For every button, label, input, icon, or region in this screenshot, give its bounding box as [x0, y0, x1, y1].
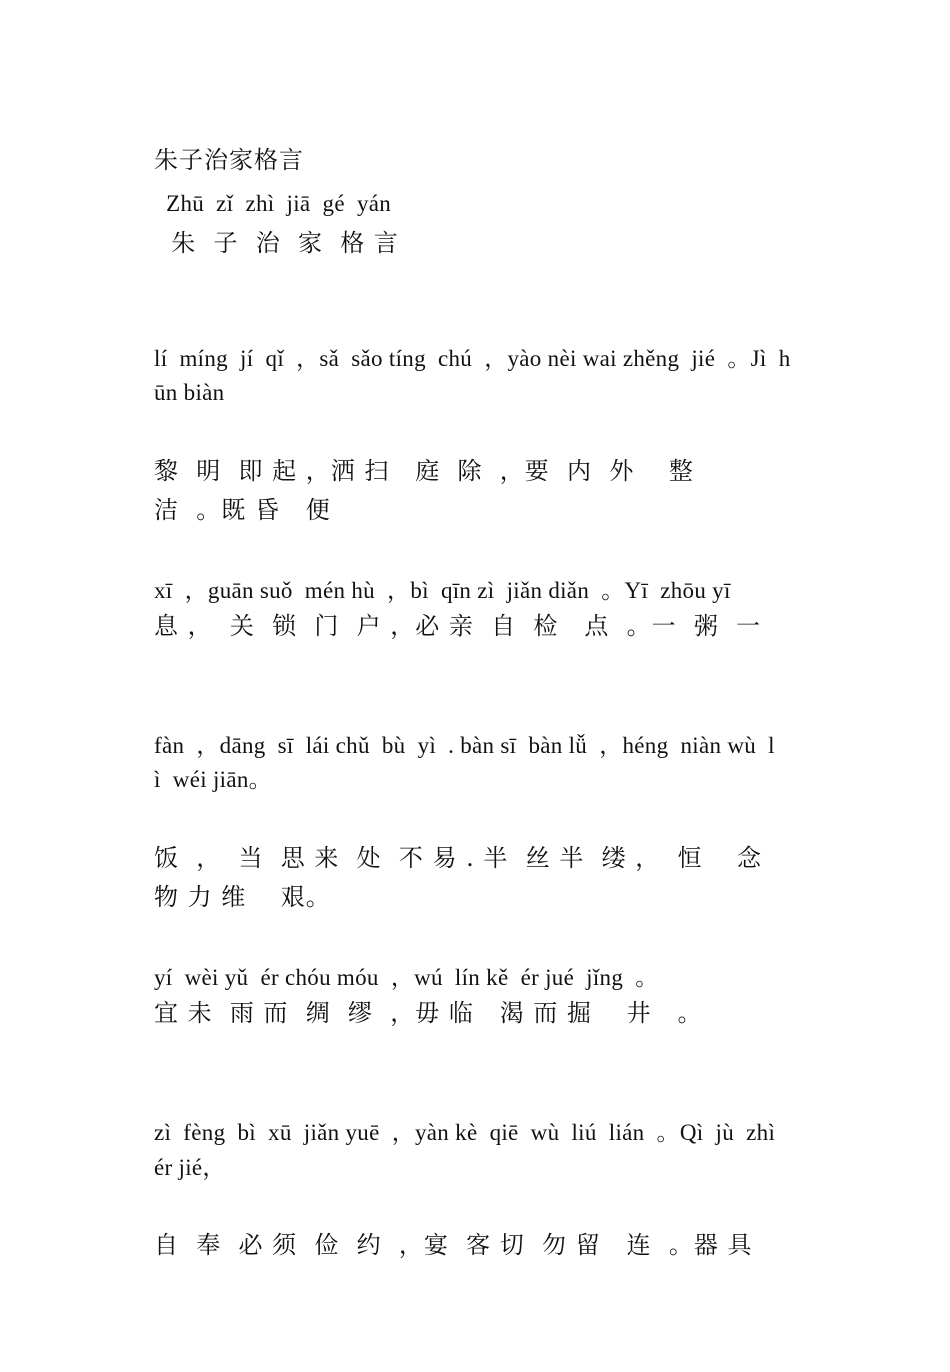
- pinyin-line: ūn biàn: [154, 380, 225, 405]
- pinyin-line: zì fèng bì xū jiǎn yuē ，yàn kè qiē wù liú lián 。Qì jù zhì: [154, 1120, 776, 1145]
- pinyin-line: lí míng jí qǐ ，sǎ sǎo tíng chú ，yào nèi wai zhěng jié 。Jì h: [154, 346, 791, 371]
- hanzi-line: 饭 ， 当 思 来 处 不 易 . 半 丝 半 缕 ， 恒 念: [154, 844, 762, 872]
- pinyin-line: ì wéi jiān。: [154, 767, 272, 792]
- pinyin-line: ér jié，: [154, 1155, 226, 1180]
- pinyin-line: fàn ，dāng sī lái chǔ bù yì . bàn sī bàn lǚ ，héng niàn wù l: [154, 733, 775, 758]
- hanzi-line: 自 奉 必 须 俭 约 ，宴 客 切 勿 留 连 。器 具: [154, 1231, 753, 1259]
- hanzi-line: 黎 明 即 起 ，洒 扫 庭 除 ，要 内 外 整: [154, 457, 694, 485]
- hanzi-line: 物 力 维 艰。: [154, 883, 331, 911]
- pinyin-line: yí wèi yǔ ér chóu móu ，wú lín kě ér jué jǐng 。: [154, 965, 659, 990]
- hanzi-line: 宜 未 雨 而 绸 缪 ，毋 临 渴 而 掘 井 。: [154, 999, 703, 1027]
- hanzi-line: 朱 子 治 家 格 言: [154, 229, 399, 257]
- document-title: 朱子治家格言: [154, 146, 304, 174]
- pinyin-line: Zhū zǐ zhì jiā gé yán: [154, 191, 392, 216]
- hanzi-line: 洁 。既 昏 便: [154, 496, 331, 524]
- hanzi-line: 息 ， 关 锁 门 户 ，必 亲 自 检 点 。一 粥 一: [154, 612, 762, 640]
- pinyin-line: xī ，guān suǒ mén hù ，bì qīn zì jiǎn diǎn 。Yī zhōu yī: [154, 578, 731, 603]
